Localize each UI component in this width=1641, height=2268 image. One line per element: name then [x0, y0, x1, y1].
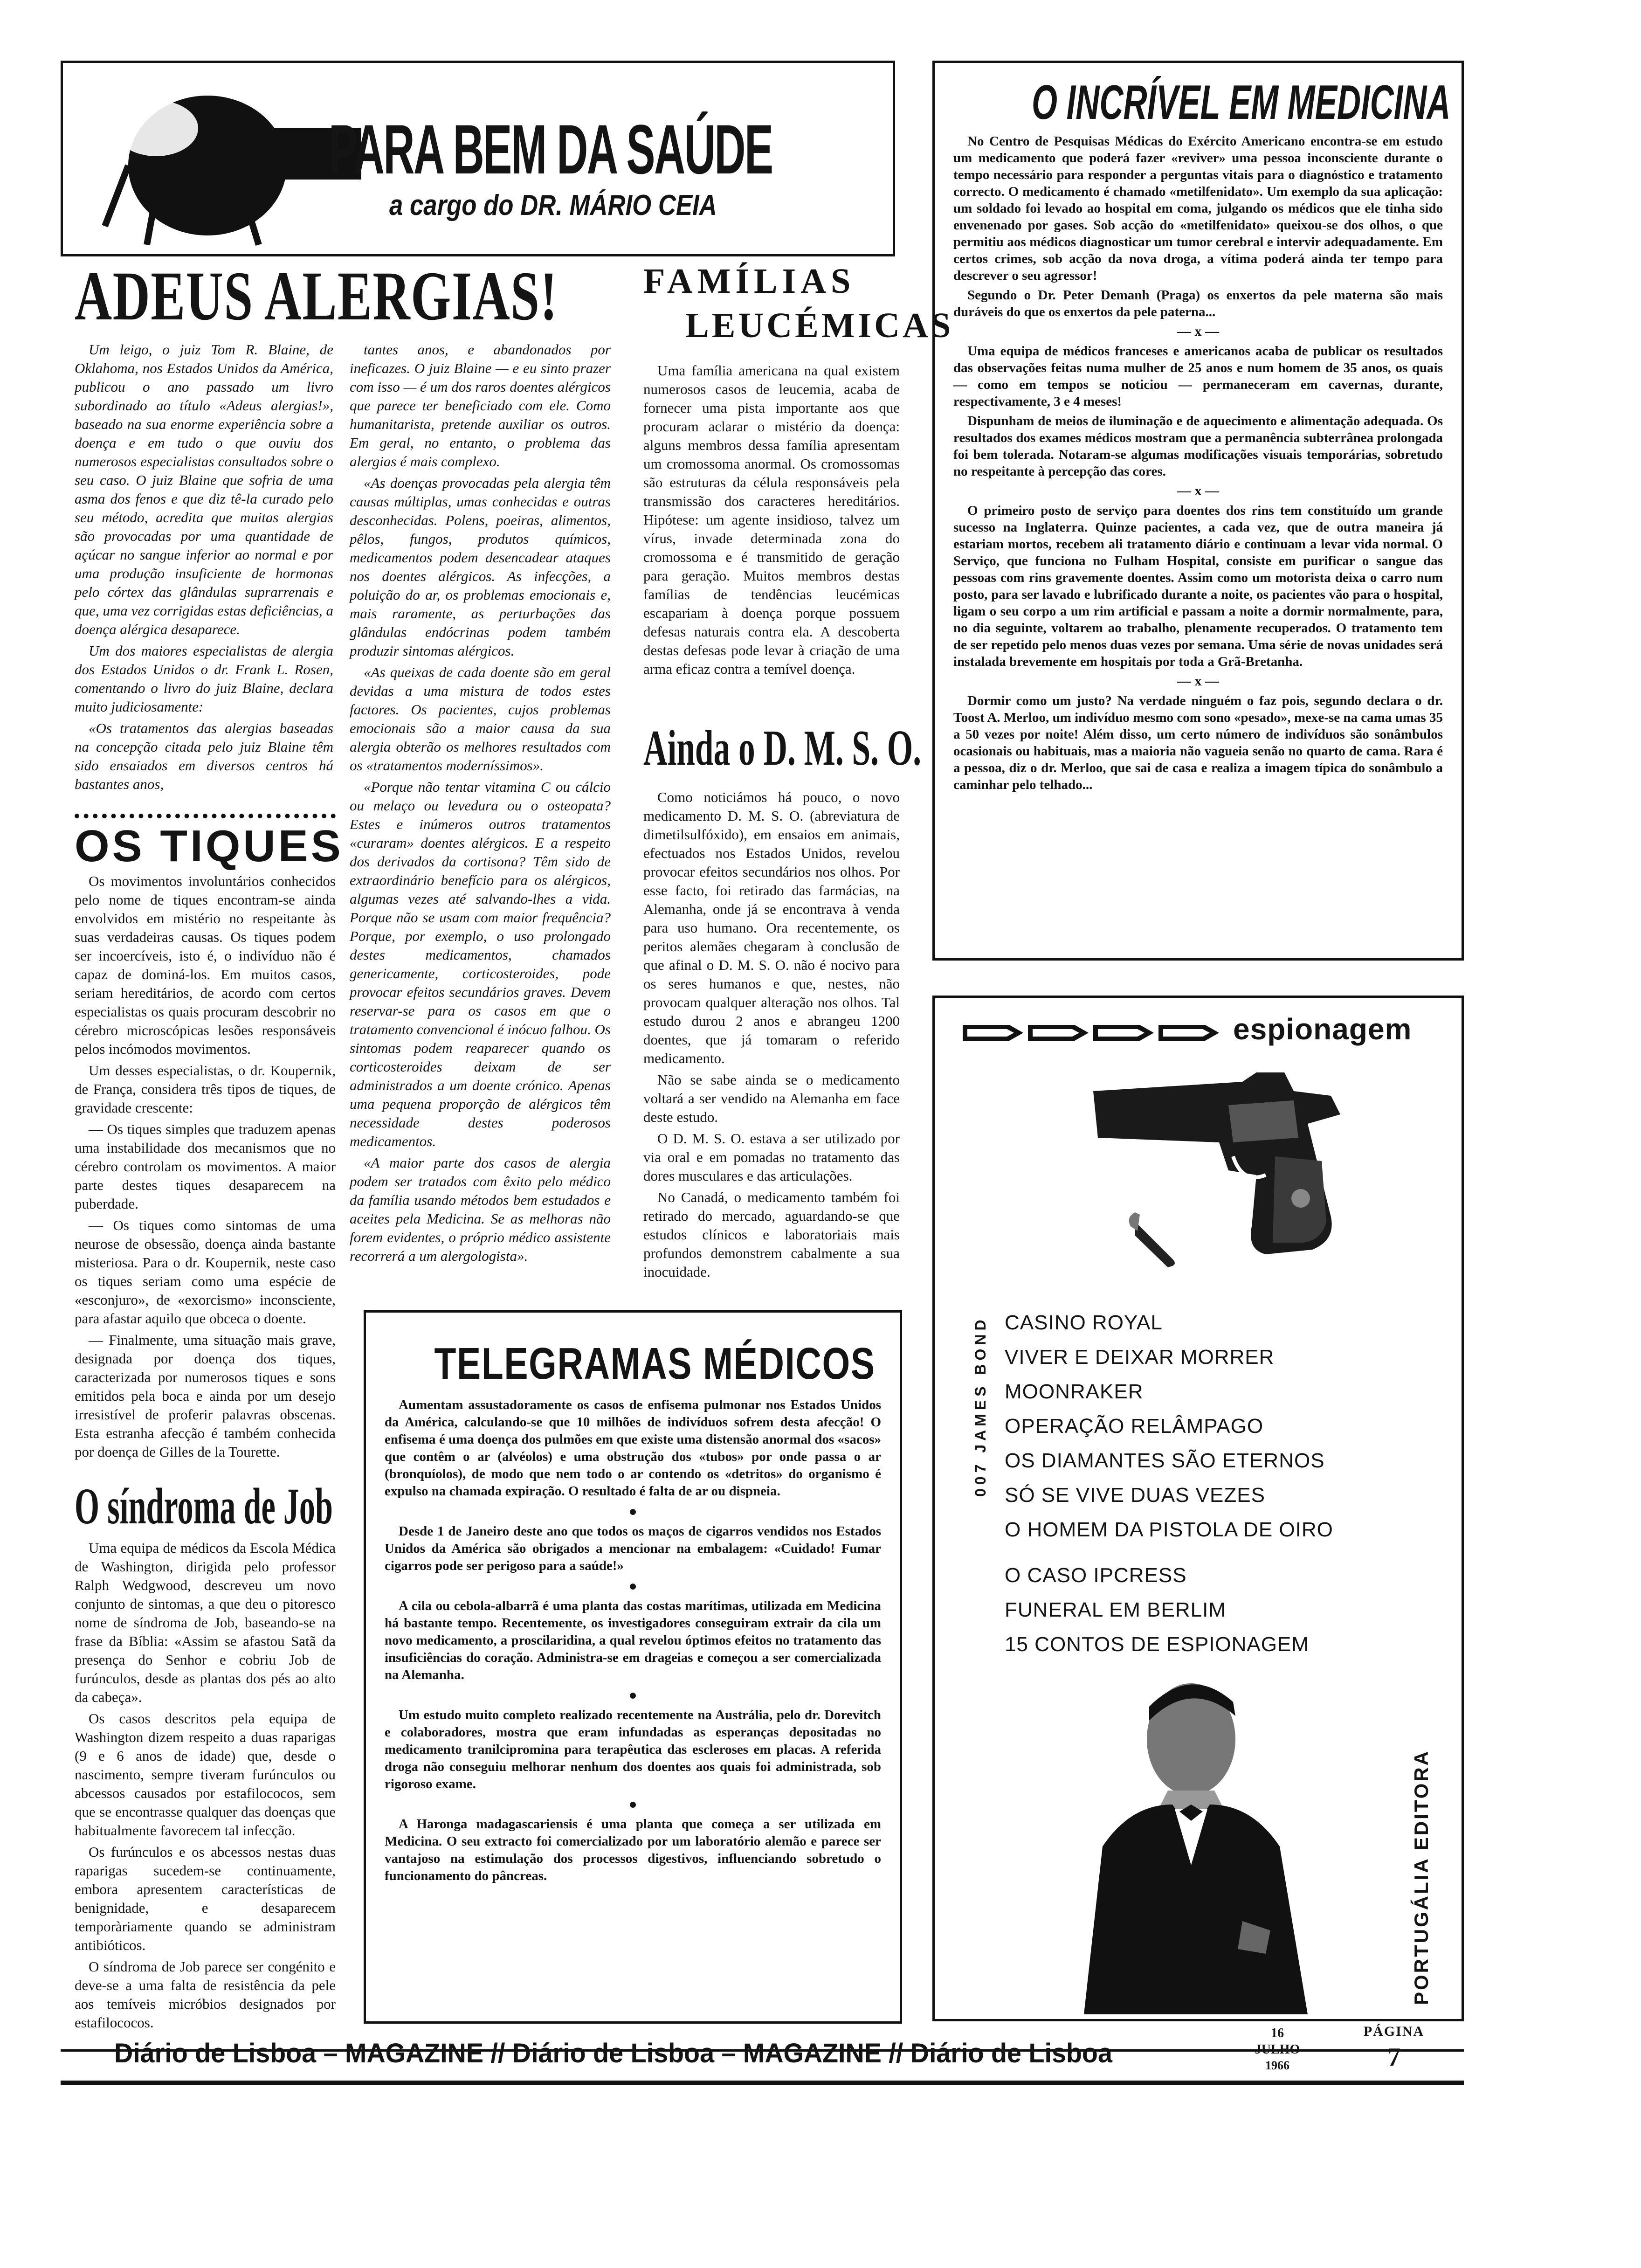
adeus-paragraph: «As queixas de cada doente são em geral devidas a uma mistura de todos estes factores. Os pacientes, cujos problemas emocionais são a maior causa da sua alergia obterão os melhores resultados com os «tratamentos moderníssimos».: [350, 664, 611, 774]
tiques-rule: [75, 814, 336, 818]
footer-page-number: 7: [1387, 2043, 1400, 2072]
incrivel-separator: — x —: [1177, 324, 1219, 339]
dmso-paragraph: Como noticiámos há pouco, o novo medicamento D. M. S. O. (abreviatura de dimetilsulfóxido), em ensaios em animais, efectuados nos Estados Unidos, revelou provocar efeitos secundários nos olhos. Por esse facto, foi retirado das farmácias, na Alemanha, onde já se encontrava à venda para uso humano. Ora recentemente, os peritos alemães chegaram à conclusão de que afinal o D. M. S. O. não é nocivo para os seres humanos e que, nestes, não provocam qualquer alteração nos olhos. Tal estudo durou 2 anos e abrangeu 1200 doentes, que já tomaram o referido medicamento.: [643, 789, 900, 1066]
footer-year: 1966: [1265, 2059, 1289, 2072]
dmso-title: Ainda o D. M. S. O.: [643, 720, 922, 776]
bullet-icon: [1126, 1203, 1186, 1268]
incrivel-box: [932, 61, 1464, 961]
dmso-paragraph: O D. M. S. O. estava a ser utilizado por via oral e em pomadas no tratamento das dores musculares e das articulações.: [643, 1130, 900, 1184]
incrivel-title: O INCRÍVEL EM MEDICINA: [1032, 76, 1451, 130]
footer-rule-bottom: [61, 2081, 1464, 2085]
footer-day: 16: [1271, 2026, 1284, 2040]
telegrama-item: Aumentam assustadoramente os casos de enfisema pulmonar nos Estados Unidos da América, calculando-se que 10 milhões de indivíduos sofrem desta afecção! O enfisema é uma doença dos pulmões em que existe uma distensão anormal dos «sacos» que contêm o ar (alvéolos) e uma obstrução dos «tubos» por onde passa o ar (bronquíolos), de modo que nem todo o ar contendo os «detritos» do organismo é expulso na chamada expiração. O resultado é falta de ar ou dispneia.: [385, 1397, 881, 1499]
tiques-paragraph: Um desses especialistas, o dr. Koupernik, de França, considera três tipos de tiques, de gravidade crescente:: [75, 1062, 336, 1116]
tiques-paragraph: — Os tiques como sintomas de uma neurose de obsessão, doença ainda bastante misteriosa. Para o dr. Koupernik, neste caso os tiques seriam como uma espécie de «esconjuro», de «exorcismo» inconsciente, para afastar aquilo que obceca o doente.: [75, 1217, 336, 1327]
book-title: FUNERAL EM BERLIM: [1005, 1598, 1227, 1621]
adeus-paragraph: Um leigo, o juiz Tom R. Blaine, de Oklahoma, nos Estados Unidos da América, publicou o ano passado um livro subordinado ao título «Adeus alergias!», baseado na sua enorme experiência sobre a doença e em tudo o que ouviu dos numerosos especialistas consultados sobre o seu caso. O juiz Blaine que sofria de uma asma dos fenos e que diz tê-la curado pelo seu método, acredita que muitas alergias são provocadas por uma quantidade de açúcar no sangue inferior ao normal e por uma produção insuficiente de hormonas pelo córtex das glândulas suprarrenais e que, uma vez corrigidas estas deficiências, a doença alérgica desaparece.: [75, 341, 333, 637]
telegrama-item: A cila ou cebola-albarrã é uma planta das costas marítimas, utilizada em Medicina há bastante tempo. Recentemente, os investigadores conseguiram extrair da cila um novo medicamento, a proscilaridina, a qual revelou óptimos efeitos no tratamento das insuficiências do coração. Administra-se em drageias e começou a ser comercializada na Alemanha.: [385, 1598, 881, 1682]
book-title: OS DIAMANTES SÃO ETERNOS: [1005, 1449, 1325, 1472]
book-title: O HOMEM DA PISTOLA DE OIRO: [1005, 1518, 1333, 1541]
espionagem-ad: [932, 996, 1464, 2021]
book-title: SÓ SE VIVE DUAS VEZES: [1005, 1484, 1265, 1507]
incrivel-paragraph: Segundo o Dr. Peter Demanh (Praga) os enxertos da pele materna são mais duráveis do que os enxertos da pele paterna...: [953, 288, 1443, 319]
telegramas-box: [364, 1310, 902, 2024]
adeus-col2: [350, 340, 611, 1292]
dmso-paragraph: No Canadá, o medicamento também foi retirado do mercado, aguardando-se que estudos clínicos e laboratoriais mais profundos demonstrem cabalmente a sua inocuidade.: [643, 1189, 900, 1280]
footer-month: JULHO: [1255, 2042, 1300, 2057]
adeus-paragraph: «A maior parte dos casos de alergia podem ser tratados com êxito pelo médico da família usando métodos bem estudados e aceites pela Medicina. Se as melhoras não forem evidentes, o próprio médico assistente recorrerá a um alergologista».: [350, 1155, 611, 1264]
adeus-title: ADEUS ALERGIAS!: [75, 257, 558, 335]
header-box: [61, 61, 895, 256]
adeus-col1: [75, 340, 333, 825]
incrivel-paragraph: O primeiro posto de serviço para doentes dos rins tem constituído um grande sucesso na Inglaterra. Quinze pacientes, a cada vez, que de outra maneira já estariam mortos, recebem ali tratamento diário e continuam a levar vida normal. O Serviço, que funciona no Fulham Hospital, consiste em purificar o sangue das pessoas com rins gravemente doentes. Assim como um motorista deixa o carro num posto, para ser lavado e lubrificado durante a noite, os pacientes vão para o hospital, ligam o seu corpo a um rim artificial e passam a noite a dormir normalmente, para, no dia seguinte, voltarem ao trabalho, plenamente recuperados. O tratamento tem de ser repetido pelo menos duas vezes por semana. Uma série de novas unidades será instalada brevemente em hospitais por toda a Grã-Bretanha.: [953, 503, 1443, 669]
incrivel-paragraph: Dormir como um justo? Na verdade ninguém o faz pois, segundo declara o dr. Toost A. Merloo, um indivíduo mesmo com sono «pesado», mexe-se na cama umas 35 a 50 vezes por noite! Além disso, um certo número de indivíduos são sonâmbulos ocasionais ou habituais, mas a maioria não vagueia senão no quarto de cama. Rara é a pessoa, diz o dr. Merloo, que sai de casa e realiza a imagem típica do sonâmbulo a caminhar pelo telhado...: [953, 693, 1443, 792]
tiques-paragraph: — Os tiques simples que traduzem apenas uma instabilidade dos mecanismos que no cérebro controlam os movimentos. A maior parte destes tiques desaparecem na puberdade.: [75, 1121, 336, 1212]
book-title: CASINO ROYAL: [1005, 1311, 1163, 1334]
incrivel-paragraph: No Centro de Pesquisas Médicas do Exército Americano encontra-se em estudo um medicamento que poderá fazer «reviver» uma pessoa inconsciente durante o tempo necessário para responder a perguntas vitais para o diagnóstico e tratamento correcto. O medicamento é chamado «metilfenidato». Um exemplo da sua aplicação: um soldado foi levado ao hospital em coma, julgando os médicos que ele tinha sido envenenado por gases. Sob acção do «metilfenidato» queixou-se dos olhos, o que permitiu aos médicos diagnosticar um tumor cerebral e intervir adequadamente. Em certos crimes, sob acção da nova droga, a vítima poderá ainda ter tempo para descrever o seu agressor!: [953, 134, 1443, 283]
job-paragraph: O síndroma de Job parece ser congénito e deve-se a uma falta de resistência da pele aos temíveis micróbios designados por estafilococos.: [75, 1958, 336, 2031]
book-title: VIVER E DEIXAR MORRER: [1005, 1346, 1275, 1369]
header-subtitle: a cargo do DR. MÁRIO CEIA: [389, 189, 717, 221]
book-title: 15 CONTOS DE ESPIONAGEM: [1005, 1633, 1310, 1656]
header-title: PARA BEM DA SAÚDE: [329, 110, 772, 188]
book-title: MOONRAKER: [1005, 1380, 1144, 1403]
telegrama-separator: ●: [628, 1797, 637, 1812]
job-paragraph: Os furúnculos e os abcessos nestas duas raparigas sucedem-se continuamente, embora apresentem características de benignidade, e desaparecem temporàriamente quando se administram antibióticos.: [75, 1844, 336, 1953]
telegrama-separator: ●: [628, 1687, 637, 1703]
publisher-label: PORTUGÁLIA EDITORA: [1410, 1749, 1432, 2005]
dmso-paragraph: Não se sabe ainda se o medicamento voltará a ser vendido na Alemanha em face deste estudo.: [643, 1072, 900, 1125]
job-paragraph: Os casos descritos pela equipa de Washington dizem respeito a duas raparigas (9 e 6 anos de idade) que, desde o nascimento, sempre tiveram furúnculos ou abcessos causados por estafilococos, sem que se encontrasse qualquer das doenças que habitualmente favorecem tal infecção.: [75, 1710, 336, 1839]
job-text: [75, 1539, 336, 2031]
telegrama-item: Um estudo muito completo realizado recentemente na Austrália, pelo dr. Dorevitch e colaboradores, mostra que eram infundadas as esperanças depositadas no medicamento tranilcipromina para terapêutica das escleroses em placas. A referida droga não conseguiu melhorar nenhum dos doentes aos quais foi administrada, sob rigoroso exame.: [385, 1708, 881, 1791]
book-list: [1005, 1306, 1331, 1662]
job-title: O síndroma de Job: [75, 1478, 333, 1535]
adeus-paragraph: tantes anos, e abandonados por ineficazes. O juiz Blaine — e eu sinto prazer com isso — é um dos raros doentes alérgicos que parece ter beneficiado com ele. Como humanitarista, pretende auxiliar os outros. Em geral, no entanto, o problema das alergias é mais complexo.: [350, 341, 611, 470]
agent-figure-icon: [1075, 1669, 1317, 2014]
telegrama-separator: ●: [628, 1578, 637, 1594]
job-paragraph: Uma equipa de médicos da Escola Médica de Washington, dirigida pelo professor Ralph Wedgwood, descreveu um novo conjunto de sintomas, a que deu o pitoresco nome de síndroma de Job, baseando-se na frase da Bíblia: «Assim se afastou Satã da presença do Senhor e cobriu Job de furúnculos, desde as plantas dos pés ao alto da cabeça».: [75, 1540, 336, 1705]
adeus-paragraph: «Os tratamentos das alergias baseadas na concepção citada pelo juiz Blaine têm sido ensaiados em diversos centros há bastantes anos,: [75, 720, 333, 792]
book-title: O CASO IPCRESS: [1005, 1564, 1187, 1587]
incrivel-paragraph: Uma equipa de médicos franceses e americanos acaba de publicar os resultados das observações feitas numa mulher de 25 anos e num homem de 35 anos, os quais — como em tempos se noticiou — permaneceram em cavernas, durante, respectivamente, 3 e 4 meses!: [953, 344, 1443, 409]
incrivel-paragraph: Dispunham de meios de iluminação e de aquecimento e alimentação adequada. Os resultados dos exames médicos mostram que a permanência subterrânea prolongada foi bem tolerada. Notaram-se algumas modificações visuais temporárias, sobretudo no respeitante à percepção das cores.: [953, 414, 1443, 479]
telegrama-item: Desde 1 de Janeiro deste ano que todos os maços de cigarros vendidos nos Estados Unidos da América são obrigados a mencionar na embalagem: «Cuidado! Fumar cigarros pode ser perigoso para a saúde!»: [385, 1524, 881, 1573]
telegrama-item: A Haronga madagascariensis é uma planta que começa a ser utilizada em Medicina. O seu extracto foi comercializado por um laboratório alemão e parece ser vantajoso na estimulação dos processos digestivos, influenciando sobretudo o funcionamento do pâncreas.: [385, 1817, 881, 1883]
dmso-text: [643, 788, 900, 1292]
adeus-paragraph: «As doenças provocadas pela alergia têm causas múltiplas, umas conhecidas e outras desconhecidas. Polens, poeiras, alimentos, pêlos, fungos, produtos químicos, medicamentos podem desencadear ataques nos doentes alérgicos. As infecções, a poluição do ar, os problemas emocionais e, mais raramente, as perturbações das glândulas endócrinas podem também produzir sintomas alérgicos.: [350, 475, 611, 659]
familias-text: [643, 361, 900, 720]
tiques-paragraph: Os movimentos involuntários conhecidos pelo nome de tiques encontram-se ainda envolvidos em mistério no respeitante às suas verdadeiras causas. Os tiques podem ser incoercíveis, isto é, o indivíduo não é capaz de dominá-los. Em muitos casos, seriam hereditários, de acordo com certos especialistas os quais procuram descobrir no cérebro microscópicas lesões responsáveis pelos incómodos movimentos.: [75, 873, 336, 1057]
book-title: OPERAÇÃO RELÂMPAGO: [1005, 1415, 1264, 1438]
familias-title-line2: LEUCÉMICAS: [685, 306, 954, 345]
mosquito-icon: [100, 72, 361, 249]
telegramas-list: [385, 1397, 881, 1989]
tiques-title: OS TIQUES: [75, 821, 344, 871]
espionagem-brand: espionagem: [1233, 1012, 1412, 1046]
telegrama-separator: ●: [628, 1504, 637, 1519]
familias-paragraph: Uma família americana na qual existem numerosos casos de leucemia, acaba de fornecer uma pista importante aos que procuram aclarar o mistério da doença: alguns membros dessa família apresentam um cromossoma anormal. Os cromossomas são estruturas da célula responsáveis pela transmissão dos caracteres hereditários. Hipótese: um agente insidioso, talvez um vírus, invade determinada zona do cromossoma e é transmitido de geração para geração. Muitos membros destas famílias de tendências leucémicas escapariam à doença porque possuem defesas naturais contra ela. A descoberta destas defesas pode levar à criação de uma arma eficaz contra a temível doença.: [643, 362, 900, 677]
series-label: 007 JAMES BOND: [972, 1316, 989, 1497]
adeus-paragraph: Um dos maiores especialistas de alergia dos Estados Unidos o dr. Frank L. Rosen, comentando o livro do juiz Blaine, declara muito judiciosamente:: [75, 643, 333, 715]
tiques-text: [75, 872, 336, 1464]
footer-page-label: PÁGINA: [1363, 2024, 1425, 2039]
tiques-paragraph: — Finalmente, uma situação mais grave, designada por doença dos tiques, caracterizada por numerosos tiques e sons emitidos pela boca e ainda por um desejo irresistível de proferir palavras obscenas. Esta estranha afecção é também conhecida por doença de Gilles de la Tourette.: [75, 1332, 336, 1460]
incrivel-separator: — x —: [1177, 673, 1219, 689]
arrows-icon: [963, 1016, 1224, 1049]
familias-title-line1: FAMÍLIAS: [643, 262, 855, 301]
footer-masthead: Diário de Lisboa – MAGAZINE // Diário de Lisboa – MAGAZINE // Diário de Lisboa: [114, 2038, 1112, 2068]
telegramas-title: TELEGRAMAS MÉDICOS: [434, 1339, 876, 1389]
incrivel-separator: — x —: [1177, 483, 1219, 498]
incrivel-text: [953, 133, 1443, 940]
adeus-paragraph: «Porque não tentar vitamina C ou cálcio ou melaço ou levedura ou o osteopata? Estes e inúmeros outros tratamentos «curaram» doentes alérgicos. E a respeito dos derivados da cortisona? Têm sido de extraordinário benefício para os alérgicos, algumas vezes até salvando-lhes a vida. Porque não se usam com maior frequência? Porque, por exemplo, o uso prolongado destes medicamentos, chamados genericamente, corticosteroides, pode provocar efeitos secundários graves. Devem reservar-se para os casos em que o tratamento convencional é inócuo falhou. Os sintomas podem reaparecer quando os corticosteroides deixam de ser administrados a um doente crónico. Apenas uma pequena proporção de alérgicos têm necessidade destes poderosos medicamentos.: [350, 779, 611, 1149]
